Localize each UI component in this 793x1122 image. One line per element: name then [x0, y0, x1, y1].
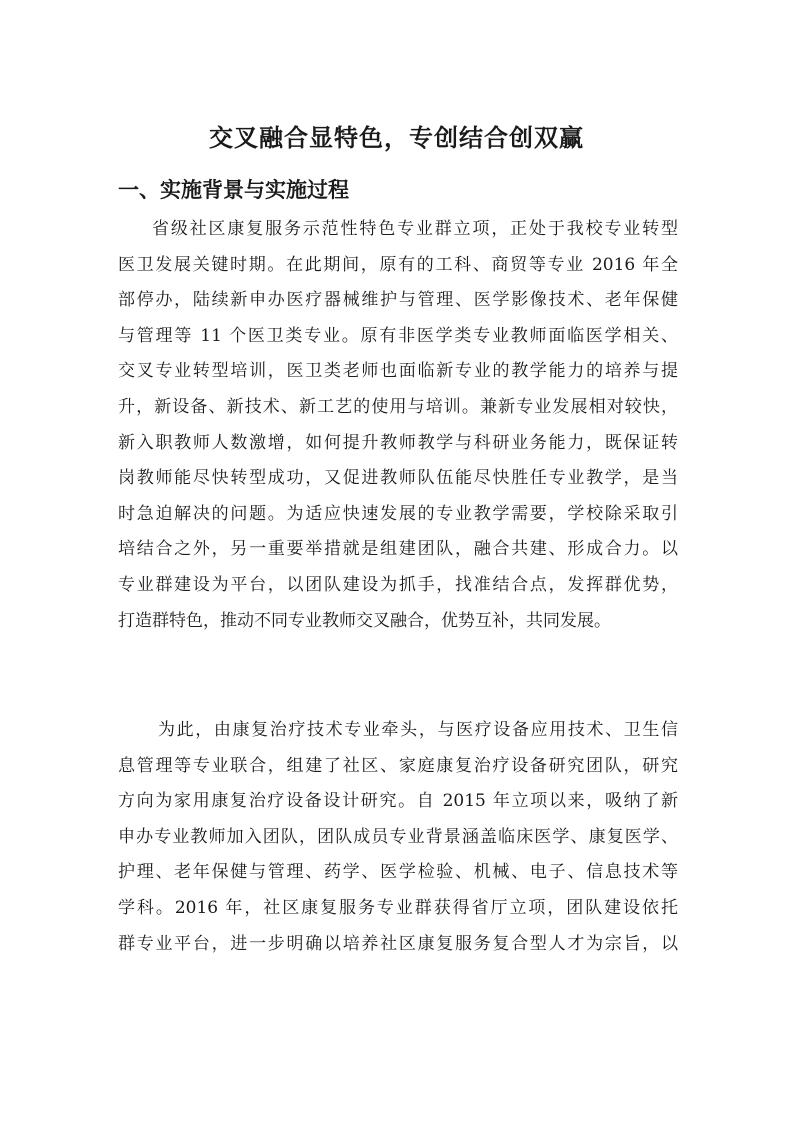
paragraph-line: 新入职教师人数激增，如何提升教师教学与科研业务能力，既保证转: [118, 432, 678, 453]
paragraph-line: 为此，由康复治疗技术专业牵头，与医疗设备应用技术、卫生信: [158, 720, 678, 740]
paragraph-line: 升，新设备、新技术、新工艺的使用与培训。兼新专业发展相对较快，: [118, 396, 678, 417]
paragraph-line: 方向为家用康复治疗设备设计研究。自 2015 年立项以来，吸纳了新: [118, 791, 678, 812]
paragraph-line: 岗教师能尽快转型成功，又促进教师队伍能尽快胜任专业教学，是当: [118, 468, 678, 489]
paragraph-line: 医卫发展关键时期。在此期间，原有的工科、商贸等专业 2016 年全: [118, 254, 678, 275]
paragraph-team: [118, 713, 678, 962]
paragraph-line: 培结合之外，另一重要举措就是组建团队，融合共建、形成合力。以: [118, 539, 678, 560]
paragraph-line: 打造群特色，推动不同专业教师交叉融合，优势互补，共同发展。: [118, 610, 611, 631]
paragraph-line: 部停办，陆续新申办医疗器械维护与管理、医学影像技术、老年保健: [118, 290, 678, 311]
paragraph-background: [118, 212, 678, 639]
paragraph-line: 护理、老年保健与管理、药学、医学检验、机械、电子、信息技术等: [118, 862, 678, 883]
paragraph-line: 与管理等 11 个医卫类专业。原有非医学类专业教师面临医学相关、: [118, 325, 678, 346]
paragraph-line: 省级社区康复服务示范性特色专业群立项，正处于我校专业转型: [152, 219, 678, 239]
section-heading: 一、实施背景与实施过程: [118, 178, 349, 202]
paragraph-line: 专业群建设为平台，以团队建设为抓手，找准结合点，发挥群优势，: [118, 574, 678, 595]
paragraph-line: 申办专业教师加入团队，团队成员专业背景涵盖临床医学、康复医学、: [118, 826, 678, 847]
paragraph-line: 时急迫解决的问题。为适应快速发展的专业教学需要，学校除采取引: [118, 503, 678, 524]
paragraph-line: 群专业平台，进一步明确以培养社区康复服务复合型人才为宗旨，以: [118, 933, 678, 954]
paragraph-line: 交叉专业转型培训，医卫类老师也面临新专业的教学能力的培养与提: [118, 361, 678, 382]
paragraph-line: 息管理等专业联合，组建了社区、家庭康复治疗设备研究团队，研究: [118, 755, 678, 776]
document-title: 交叉融合显特色，专创结合创双赢: [209, 124, 584, 152]
paragraph-line: 学科。2016 年，社区康复服务专业群获得省厅立项，团队建设依托: [118, 897, 678, 918]
